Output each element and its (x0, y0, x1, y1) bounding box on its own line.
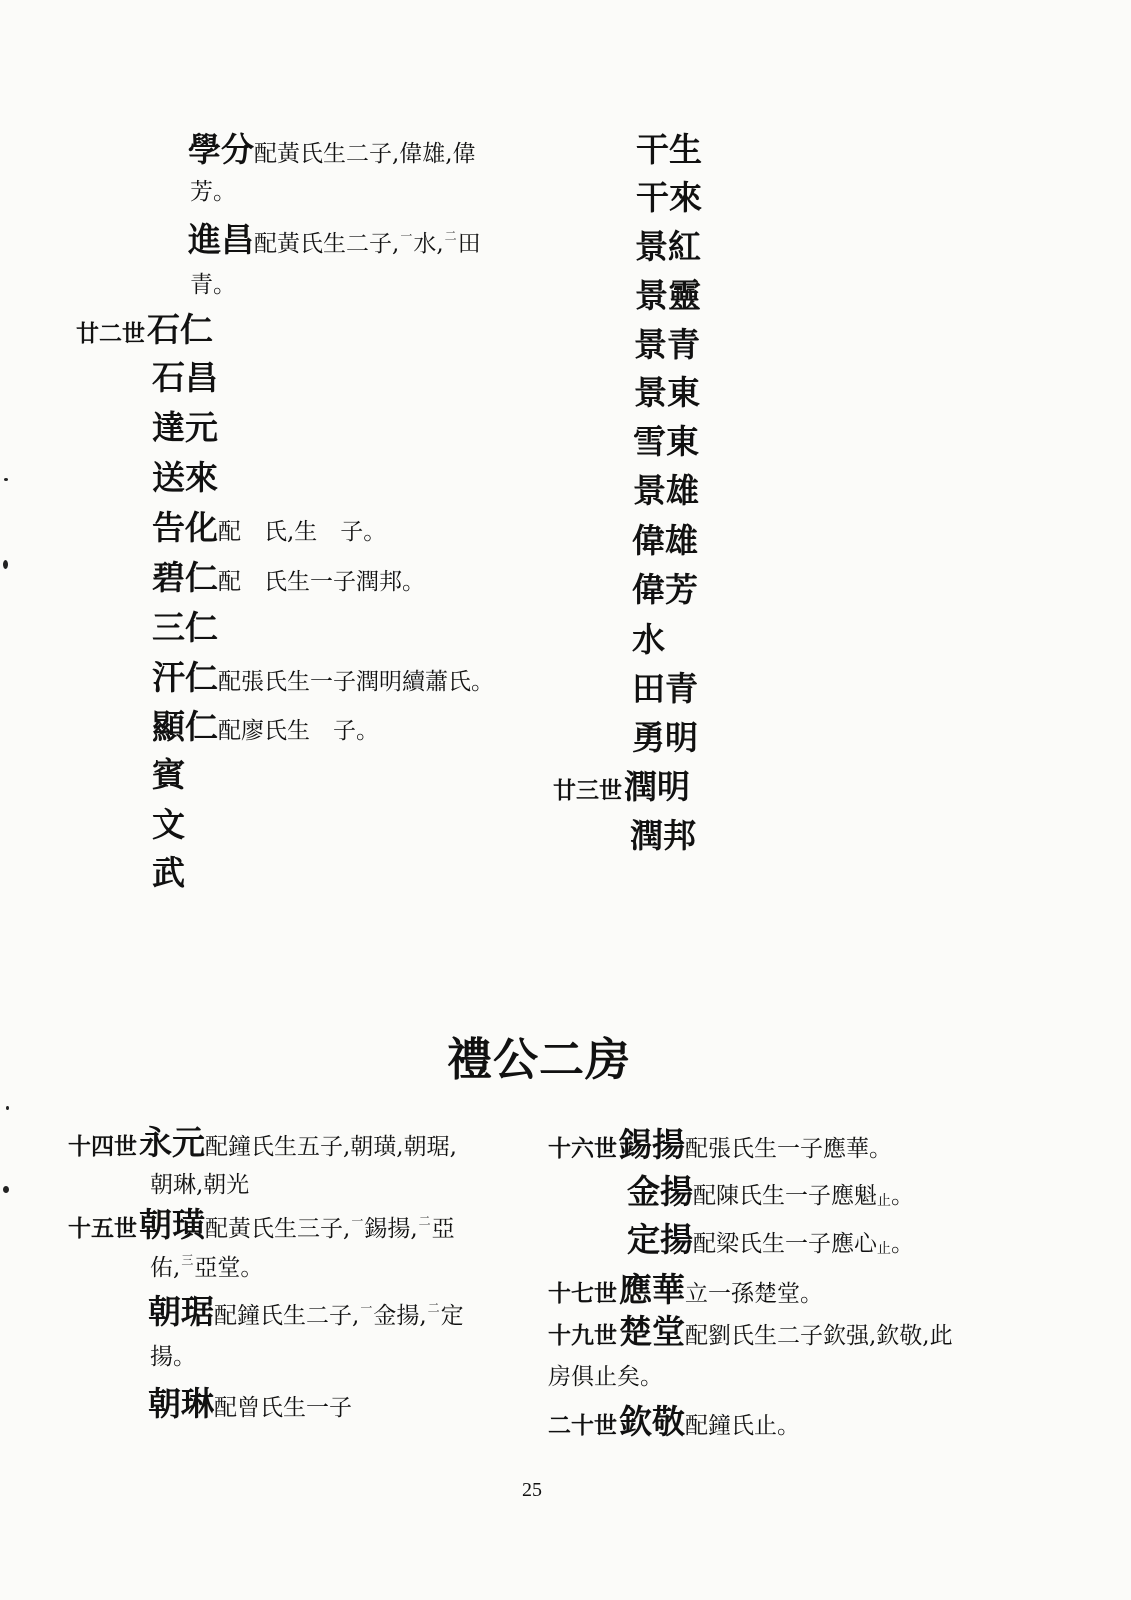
person-name: 進昌 (188, 220, 254, 259)
order-mark: 一 (400, 229, 413, 243)
entry-line (152, 853, 185, 893)
entry-line (635, 227, 701, 267)
continuation-text: 房俱止矣。 (548, 1364, 663, 1390)
entry-line (148, 1384, 352, 1424)
person-name: 景東 (634, 373, 700, 412)
entry-line (152, 805, 185, 845)
entry-line (152, 658, 494, 698)
order-mark: 二 (427, 1301, 440, 1315)
entry-line (627, 1172, 914, 1212)
continuation-text: 亞堂。 (194, 1255, 264, 1281)
entry-line (627, 1220, 914, 1260)
person-name: 石昌 (152, 358, 218, 397)
continuation-text: 揚。 (150, 1344, 196, 1370)
entry-line (633, 471, 699, 511)
generation-label: 廿三世 (553, 777, 622, 804)
entry-line (68, 1205, 455, 1245)
terminal-mark: 止 (877, 1193, 891, 1209)
person-name: 武 (152, 853, 185, 892)
entry-line (634, 325, 700, 365)
spouse-note: 配鐘氏止。 (685, 1413, 800, 1439)
spouse-note: 金揚, (373, 1303, 427, 1329)
generation-label: 二十世 (548, 1412, 617, 1439)
person-name: 文 (152, 805, 185, 844)
entry-line (548, 1125, 892, 1165)
spouse-note: 配劉氏生二子欽强,欽敬,此 (685, 1323, 953, 1349)
entry-line (548, 1312, 953, 1352)
spouse-note: 配鐘氏生五子,朝璜,朝琚, (205, 1134, 457, 1160)
entry-line (633, 422, 699, 462)
person-name: 楚堂 (619, 1312, 685, 1351)
scan-speck (4, 478, 8, 481)
spouse-note: 田 (457, 231, 481, 257)
person-name: 偉雄 (632, 521, 698, 560)
entry-line (152, 755, 185, 795)
entry-line (636, 130, 702, 170)
section-title: 禮公二房 (447, 1033, 632, 1086)
spouse-note: 配 氏生一子潤邦。 (218, 569, 425, 595)
person-name: 告化 (152, 508, 218, 547)
spouse-note: 錫揚, (364, 1216, 418, 1242)
person-name: 雪東 (633, 422, 699, 461)
continuation-text: 佑, (150, 1255, 181, 1281)
order-mark: 二 (418, 1214, 431, 1228)
continuation-line (190, 265, 236, 305)
entry-line (634, 373, 700, 413)
generation-label: 十四世 (68, 1133, 137, 1160)
entry-line (553, 767, 690, 807)
person-name: 錫揚 (619, 1125, 685, 1164)
scan-speck (3, 560, 8, 569)
person-name: 朝琳 (148, 1384, 214, 1423)
person-name: 水 (632, 620, 665, 659)
entry-line (148, 1292, 464, 1332)
generation-label: 廿二世 (76, 320, 145, 347)
person-name: 田青 (632, 669, 698, 708)
entry-line (152, 608, 218, 648)
entry-line (152, 408, 218, 448)
person-name: 送來 (152, 458, 218, 497)
spouse-note: 配黃氏生二子, (254, 231, 400, 257)
person-name: 欽敬 (619, 1402, 685, 1441)
spouse-note: 。 (891, 1231, 914, 1257)
scan-speck (3, 1186, 9, 1193)
person-name: 達元 (152, 408, 218, 447)
entry-line (636, 178, 702, 218)
spouse-note: 配張氏生一子潤明續蕭氏。 (218, 669, 494, 695)
person-name: 景靈 (635, 276, 701, 315)
spouse-note: 水, (413, 231, 444, 257)
spouse-note: 配梁氏生一子應心 (693, 1231, 877, 1257)
scan-speck (6, 1106, 9, 1110)
spouse-note: 。 (891, 1183, 914, 1209)
entry-line (152, 508, 386, 548)
spouse-note: 配曾氏生一子 (214, 1395, 352, 1421)
entry-line (632, 570, 698, 610)
person-name: 賓 (152, 755, 185, 794)
entry-line (152, 358, 218, 398)
spouse-note: 配張氏生一子應華。 (685, 1136, 892, 1162)
person-name: 景雄 (633, 471, 699, 510)
continuation-text: 朝琳,朝光 (150, 1172, 250, 1198)
spouse-note: 配 氏,生 子。 (218, 519, 387, 545)
person-name: 永元 (139, 1123, 205, 1162)
person-name: 潤明 (624, 767, 690, 806)
entry-line (152, 558, 425, 598)
entry-line (548, 1270, 823, 1310)
person-name: 學分 (188, 130, 254, 169)
entry-line (68, 1123, 457, 1163)
person-name: 碧仁 (152, 558, 218, 597)
spouse-note: 亞 (431, 1216, 455, 1242)
person-name: 干生 (636, 130, 702, 169)
terminal-mark: 止 (877, 1241, 891, 1257)
continuation-line (150, 1337, 196, 1377)
person-name: 應華 (619, 1270, 685, 1309)
entry-line (76, 310, 213, 350)
person-name: 景青 (634, 325, 700, 364)
entry-line (152, 458, 218, 498)
generation-label: 十九世 (548, 1322, 617, 1349)
entry-line (188, 130, 476, 170)
spouse-note: 立一孫楚堂。 (685, 1281, 823, 1307)
person-name: 朝璜 (139, 1205, 205, 1244)
page-number: 25 (522, 1479, 542, 1501)
person-name: 干來 (636, 178, 702, 217)
entry-line (548, 1402, 800, 1442)
entry-line (632, 620, 665, 660)
order-mark: 三 (181, 1253, 194, 1267)
order-mark: 一 (351, 1214, 364, 1228)
order-mark: 二 (444, 229, 457, 243)
continuation-line (150, 1165, 249, 1205)
continuation-text: 芳。 (190, 179, 236, 205)
spouse-note: 配廖氏生 子。 (218, 718, 379, 744)
spouse-note: 配鐘氏生二子, (214, 1303, 360, 1329)
spouse-note: 配黃氏生三子, (205, 1216, 351, 1242)
person-name: 汗仁 (152, 658, 218, 697)
generation-label: 十五世 (68, 1215, 137, 1242)
entry-line (630, 816, 696, 856)
entry-line (152, 707, 379, 747)
person-name: 勇明 (632, 718, 698, 757)
person-name: 潤邦 (630, 816, 696, 855)
continuation-line (548, 1357, 663, 1397)
person-name: 三仁 (152, 608, 218, 647)
entry-line (632, 669, 698, 709)
person-name: 朝琚 (148, 1292, 214, 1331)
person-name: 偉芳 (632, 570, 698, 609)
spouse-note: 配陳氏生一子應魁 (693, 1183, 877, 1209)
continuation-line (190, 172, 236, 212)
generation-label: 十七世 (548, 1280, 617, 1307)
entry-line (635, 276, 701, 316)
continuation-line (150, 1248, 263, 1288)
person-name: 定揚 (627, 1220, 693, 1259)
entry-line (188, 220, 481, 260)
entry-line (632, 521, 698, 561)
person-name: 金揚 (627, 1172, 693, 1211)
entry-line (632, 718, 698, 758)
spouse-note: 定 (440, 1303, 464, 1329)
generation-label: 十六世 (548, 1135, 617, 1162)
person-name: 景紅 (635, 227, 701, 266)
person-name: 顯仁 (152, 707, 218, 746)
continuation-text: 青。 (190, 272, 236, 298)
person-name: 石仁 (147, 310, 213, 349)
spouse-note: 配黃氏生二子,偉雄,偉 (254, 141, 476, 167)
order-mark: 一 (360, 1301, 373, 1315)
